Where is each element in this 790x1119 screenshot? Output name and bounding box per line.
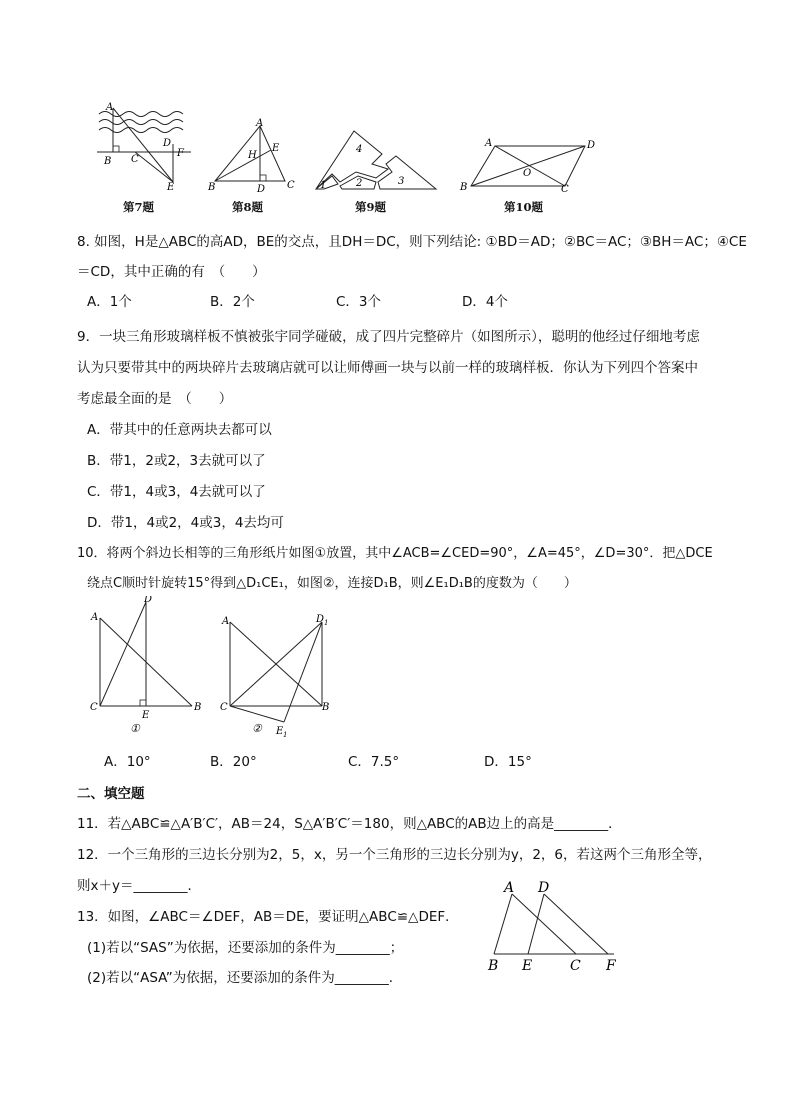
fig10-label: A (485, 138, 493, 149)
q13-label: F (606, 958, 616, 974)
fig9-label: 3 (398, 176, 405, 187)
fig10-label: O (523, 168, 532, 179)
fig7-label: C (131, 154, 139, 165)
q10-option-d: D．15° (484, 754, 532, 770)
fig7-label: F (177, 148, 184, 159)
fig7-label: E (167, 182, 175, 193)
fig8-label: C (287, 180, 295, 191)
q13-label: A (504, 880, 515, 896)
fig8-label: E (272, 143, 280, 154)
q13-figure (484, 874, 624, 974)
figure-10 (455, 134, 605, 194)
q10-figure-2 (218, 610, 338, 742)
q8-line2: ＝CD，其中正确的有 （ ） (77, 264, 266, 280)
q10-fig2-label: E (276, 726, 284, 737)
fig9-label: 2 (356, 178, 363, 189)
q9-option-d: D．带1，4或2，4或3，4去均可 (87, 515, 284, 531)
q10-fig1-label: ① (130, 722, 140, 735)
q13-line2: (1)若以“SAS”为依据，还要添加的条件为________； (87, 940, 404, 956)
q13-label: E (522, 958, 533, 974)
fig9-label: 1 (320, 180, 327, 191)
q10-fig2-label: D (316, 614, 325, 625)
caption-fig7: 第7题 (123, 200, 155, 214)
fig10-label: C (561, 184, 569, 194)
q9-line3: 考虑最全面的是 （ ） (77, 391, 233, 407)
q10-fig2-label: A (222, 616, 230, 627)
q10-option-a: A．10° (104, 754, 151, 770)
fig8-label: D (257, 184, 266, 194)
q8-line1: 8. 如图，H是△ABC的高AD，BE的交点，且DH＝DC，则下列结论: ①BD＝AD；②BC＝AC；③BH＝AC；④CE (77, 234, 747, 250)
fig9-label: 4 (356, 144, 363, 155)
fig7-label: D (163, 138, 172, 149)
figure-7 (95, 100, 195, 196)
q12-line2: 则x＋y＝________． (77, 878, 201, 894)
q13-label: D (538, 880, 550, 896)
q10-fig2-label: C (220, 702, 228, 713)
q9-option-a: A．带其中的任意两块去都可以 (87, 422, 272, 438)
fig7-label: B (104, 156, 112, 167)
caption-fig8: 第8题 (232, 200, 264, 214)
q13-label: C (570, 958, 581, 974)
figure-9 (312, 126, 442, 194)
q10-option-c: C．7.5° (348, 754, 400, 770)
q11-text: 11．若△ABC≌△A′B′C′，AB＝24，S△A′B′C′＝180，则△ABC的AB边上的高是________． (77, 816, 622, 832)
q8-option-d: D．4个 (462, 294, 508, 310)
q13-label: B (488, 958, 499, 974)
q10-fig1-label: A (91, 612, 99, 623)
q10-fig2-label: B (322, 702, 330, 713)
q10-fig1-label: E (142, 710, 150, 721)
q10-option-b: B．20° (210, 754, 257, 770)
q8-option-a: A．1个 (87, 294, 132, 310)
q10-line1: 10．将两个斜边长相等的三角形纸片如图①放置，其中∠ACB=∠CED=90°，∠A=45°，∠D=30°．把△DCE (77, 546, 713, 561)
fig10-label: D (587, 140, 596, 151)
figure-8 (205, 118, 295, 194)
caption-fig10: 第10题 (504, 200, 544, 214)
q9-option-c: C．带1，4或3，4去就可以了 (87, 484, 266, 500)
caption-fig9: 第9题 (355, 200, 387, 214)
q10-fig1-label: D (144, 596, 153, 605)
q10-figure-1 (88, 596, 208, 738)
q9-line1: 9．一块三角形玻璃样板不慎被张宇同学碰破，成了四片完整碎片（如图所示），聪明的他经过仔细地考虑 (77, 329, 700, 345)
fig8-label: H (248, 150, 257, 161)
q8-option-b: B．2个 (210, 294, 255, 310)
q8-option-c: C．3个 (336, 294, 382, 310)
q10-fig2-label: 1 (324, 619, 329, 627)
q10-fig2-label: 1 (283, 731, 288, 739)
q10-line2: 绕点C顺时针旋转15°得到△D₁CE₁，如图②，连接D₁B，则∠E₁D₁B的度数为（ ） (87, 576, 577, 591)
fig8-label: A (256, 118, 264, 129)
q9-option-b: B．带1，2或2，3去就可以了 (87, 453, 266, 469)
q10-fig1-label: B (194, 702, 202, 713)
q10-fig1-label: C (90, 702, 98, 713)
q13-line1: 13．如图，∠ABC＝∠DEF，AB＝DE，要证明△ABC≌△DEF． (77, 909, 459, 925)
fig10-label: B (460, 182, 468, 193)
fig7-label: A (106, 102, 114, 113)
fig8-label: B (208, 182, 216, 193)
q10-fig2-label: ② (252, 722, 262, 735)
q13-line3: (2)若以“ASA”为依据，还要添加的条件为________． (87, 970, 403, 986)
section-title: 二、填空题 (77, 786, 145, 802)
q12-line1: 12．一个三角形的三边长分别为2，5，x，另一个三角形的三边长分别为y，2，6，若这两个三角形全等， (77, 847, 712, 863)
q9-line2: 认为只要带其中的两块碎片去玻璃店就可以让师傅画一块与以前一样的玻璃样板．你认为下列四个答案中 (77, 360, 698, 376)
